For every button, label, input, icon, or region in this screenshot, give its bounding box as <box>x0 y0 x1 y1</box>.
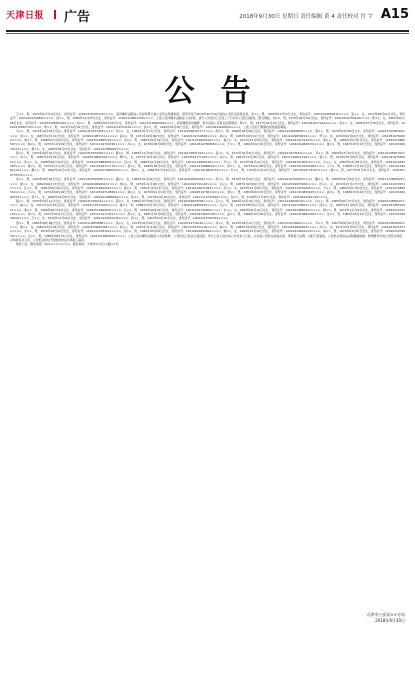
header-rule-thin <box>6 33 409 34</box>
section-name: 广告 <box>64 10 91 25</box>
issue-meta: 2018年9月30日 星期日 责任编辑 黄 4 责任校对 肖 宇 <box>239 14 373 20</box>
notice-paragraph: 雷××，男，1985年08月08日出生，身份证号：12010119850808××××；钱××，女，1973年01月20日出生，身份证号：12022119730120××××；汤××，男，1979年06月11日出生，身份证号：12011019790611××××；尹××，男，1967年09月24日出生，身份证号：12010519670924××××；黎××，女，1982年04月04日出生，身份证号：12022519820404××××；易××，男，1975年11月16日出生，身份证号：12011319751116××××；常××，男，1986年02月09日出生，身份证号：12010419860209××××；武××，女，1971年07月31日出生，身份证号：12022219710731××××；乔××，男，1978年10月14日出生，身份证号：12011119781014××××；贺××，男，1984年05月02日出生，身份证号：12010619840502××××；赖××，女，1969年12月19日出生，身份证号：12022419691219××××；龚××，男，1974年03月27日出生，身份证号：12010319740327××××；文××，男，1980年08月15日出生，身份证号：12011219800815××××。上述人员涉嫌非法吸收公众存款罪，公安机关已依法立案侦查，责令上述人员自本公告发布之日起，主动到公安机关投案自首，争取宽大处理。对拒不到案的，公安机关将依法采取强制措施。知情群众可向公安机关举报，对举报有功人员，公安机关将给予奖励并依法为举报人保密。 <box>10 220 405 242</box>
page-number: A15 <box>380 7 409 22</box>
notice-body <box>10 112 405 590</box>
notice-paragraph: 王××，男，1970年01月10日出生，身份证号：12022319700110××××，因涉嫌非法吸收公众存款罪已被公安机关刑事拘留，现责令其于2018年10月30日前向公安机关投案自首。李××，男，1965年03月15日出生，身份证号：12010219650315××××；张××，女，1972年08月22日出生，身份证号：12011019720822××××；赵××，男，1980年11月05日出生，身份证号：12022119801105××××，上述人员涉嫌非法吸收公众存款，请于公告发布之日起三十日内与公安机关联系，配合调查。刘××，男，1975年06月18日出生，身份证号：12010519750618××××；陈××，女，1983年02月28日出生，身份证号：12022519830228××××；杨××，男，1968年09月09日出生，身份证号：12011319680909××××，因涉嫌集资诈骗罪，责令其到公安机关说明情况。周××，男，1977年04月12日出生，身份证号：12010419770412××××；吴××，女，1985年07月30日出生，身份证号：12022219850730××××；郑××，男，1972年12月01日出生，身份证号：12011119721201××××；孙××，男，1969年05月20日出生，身份证号：12010619690520××××，上述人员应于限期内到案接受调查。 <box>10 112 405 130</box>
notice-signature <box>366 612 405 624</box>
notice-paragraph: 陆××，男，1975年02月11日出生，身份证号：12022419750211××××；郝××，女，1982年07月08日出生，身份证号：12010319820708××××；孔××，男，1969年10月19日出生，身份证号：12011219691019××××；白××，男，1985年05月27日出生，身份证号：12022319850527××××；崔××，女，1971年12月03日出生，身份证号：12010119711203××××；康××，男，1980年03月15日出生，身份证号：12022119800315××××；毛××，男，1974年08月21日出生，身份证号：12011019740821××××；邱××，女，1987年01月05日出生，身份证号：12010519870105××××；秦××，男，1966年06月30日出生，身份证号：12022519660630××××；江××，男，1979年09月09日出生，身份证号：12011319790909××××；史××，女，1984年04月12日出生，身份证号：12010419840412××××；顾××，男，1972年11月22日出生，身份证号：12022219721122××××；侯××，男，1977年02月17日出生，身份证号：12011119770217××××；邵××，女，1981年07月28日出生，身份证号：12010619810728××××；孟××，男，1968年10月06日出生，身份证号：12022419681006××××；龙××，男，1983年05月13日出生，身份证号：12010319830513××××；万××，女，1976年12月26日出生，身份证号：12011219761226××××；段××，男，1970年03月01日出生，身份证号：12022319700301××××。 <box>10 198 405 221</box>
notice-paragraph: 特此公告。联系电话：022-××××××××，联系地址：天津市××区××路××号。 <box>16 242 122 247</box>
header-rule <box>6 30 409 32</box>
page-header <box>6 6 409 28</box>
newspaper-logo: 天津日报 <box>6 11 45 21</box>
notice-paragraph: 余××，男，1970年08月04日出生，身份证号：12011319700804××××；潘××，女，1982年01月09日出生，身份证号：12010419820109××××；杜××，男，1976年03月20日出生，身份证号：12022219760320××××；戴××，男，1985年09月25日出生，身份证号：12011119850925××××；夏××，女，1969年06月13日出生，身份证号：12010619690613××××；钟××，男，1974年11月28日出生，身份证号：12022419741128××××；汪××，男，1987年02月06日出生，身份证号：12010319870206××××；田××，女，1972年07月17日出生，身份证号：12011219720717××××；任××，男，1981年04月01日出生，身份证号：12022319810401××××；姜××，男，1967年10月23日出生，身份证号：12010119671023××××；范××，女，1979年12月05日出生，身份证号：12022119791205××××；方××，男，1984年05月16日出生，身份证号：12011019840516××××；石××，男，1971年08月29日出生，身份证号：12010519710829××××；姚××，女，1976年01月14日出生，身份证号：12022519760114××××；谭××，男，1983年06月07日出生，身份证号：12011319830607××××；廖××，男，1968年03月24日出生，身份证号：12010419680324××××；邹××，女，1986年09月02日出生，身份证号：12022219860902××××；熊××，男，1973年04月18日出生，身份证号：12011119730418××××；金××，男，1978年11月30日出生，身份证号：12010619781130××××。 <box>10 177 405 199</box>
notice-paragraph: 程××，男，1975年09月16日出生，身份证号：12022319750916××××；曹××，男，1983年11月04日出生，身份证号：12010119831104××××；袁××，女，1972年02月21日出生，身份证号：12022119720221××××；邓××，男，1969年07月02日出生，身份证号：12011019690702××××；许××，男，1985年04月24日出生，身份证号：12010519850424××××；傅××，女，1977年10月10日出生，身份证号：12022519771010××××；沈××，男，1981年12月18日出生，身份证号：12011319811218××××；曾××，男，1974年05月05日出生，身份证号：12010419740505××××；彭××，女，1988年08月30日出生，身份证号：12022219880830××××；吕××，男，1966年01月26日出生，身份证号：12011119660126××××；苏××，男，1979年09月12日出生，身份证号：12010619790912××××；卢××，女，1983年03月03日出生，身份证号：12022419830303××××；蒋××，男，1971年11月15日出生，身份证号：12010319711115××××；蔡××，男，1986年06月22日出生，身份证号：12011219860622××××；贾××，女，1975年04月08日出生，身份证号：12022319750408××××；丁××，男，1968年12月12日出生，身份证号：12010119681212××××；魏××，男，1980年02月14日出生，身份证号：12022119800214××××；薛××，女，1984年07月19日出生，身份证号：12011019840719××××；叶××，男，1973年10月27日出生，身份证号：12010519731027××××；阎××，男，1977年05月31日出生，身份证号：12022519770531××××。 <box>10 151 405 177</box>
issue-date: 2018年9月30日 <box>375 618 405 623</box>
notice-paragraph: 马××，男，1974年10月03日出生，身份证号：12022419741003××××；朱××，女，1981年01月17日出生，身份证号：12010319810117××××；胡××，男，1966年08月26日出生，身份证号：12011219660826××××；郭××，男，1979年03月09日出生，身份证号：12022319790309××××；何××，女，1987年11月11日出生，身份证号：12010119871111××××；高××，男，1971年06月06日出生，身份证号：12022119710606××××；林××，男，1983年09月14日出生，身份证号：12011019830914××××；罗××，女，1976年02月02日出生，身份证号：12010519760202××××；梁××，男，1968年07月25日出生，身份证号：12022519680725××××；宋××，男，1982年04月19日出生，身份证号：12011319820419××××；谢××，女，1973年12月23日出生，身份证号：12010419731223××××；唐××，男，1986年05月07日出生，身份证号：12022219860507××××；韩××，男，1970年10月29日出生，身份证号：12011119701029××××；冯××，女，1978年08月08日出生，身份证号：12010619780808××××；于××，男，1984年01月31日出生，身份证号：12022419840131××××；董××，男，1967年03月13日出生，身份证号：12010319670313××××；萧××，女，1980年06月27日出生，身份证号：12011219800627××××。 <box>10 129 405 151</box>
notice-title: 公告 <box>164 74 277 109</box>
issuer-name: 天津市公安局××分局 <box>366 612 405 617</box>
